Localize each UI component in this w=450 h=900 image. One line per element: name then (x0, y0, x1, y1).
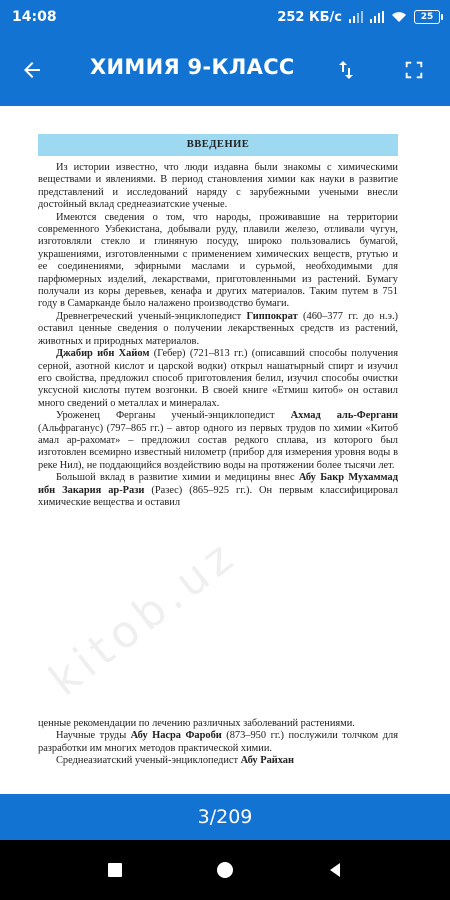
page-indicator: 3/209 (197, 806, 253, 828)
document-page[interactable] (0, 106, 450, 794)
signal-icon (349, 11, 363, 23)
page-title: ХИМИЯ 9-КЛАСС (90, 55, 295, 79)
paragraph: Имеются сведения о том, что народы, проживавшие на территории современного Узбекистана, добывали руду, плавили железо, отливали чугун, изготовляли стекло и глиняную посуду, широко пользовались бумагой, украшениями, изготовленными с применением химических веществ, ртутью и ее соединениями, эфирными маслами и сурьмой, необходимыми для парфюмерных изделий, лекарствами, приготовленными из растений. Бумагу получали из коры деревьев, кенафа и других материалов. Таким путем в 751 году в Самарканде было налажено производство бумаги. (38, 211, 398, 310)
status-indicators (277, 10, 440, 25)
nav-back-icon[interactable] (323, 858, 347, 882)
paragraph: Джабир ибн Хайом (Гебер) (721–813 гг.) (описавший способы получения серной, азотной кислот и царской водки) открыл нашатырный спирт и изучил его свойства, предложил способ приготовления белил, изучил способы очистки уксусной кислоты путем возгонки. В своей книге «Етмиш китоб» он оставил много сведений о металлах и минералах. (38, 348, 399, 409)
fullscreen-icon[interactable] (400, 56, 428, 84)
paragraph: Уроженец Ферганы ученый-энциклопедист Ахмад аль-Фергани (Альфраганус) (797–865 гг.) – автор одного из первых трудов по химии «Китоб амал ар-рахомат» – предложил состав редкого сплава, из которого был изготовлен всемирно известный нилометр (прибор для измерения уровня воды в реке Нил), не поддающийся воздействию воды на протяжении более тысячи лет. (38, 410, 399, 471)
signal-icon-2 (370, 11, 384, 23)
page-text-top (38, 134, 398, 509)
section-heading: ВВЕДЕНИЕ (38, 134, 398, 156)
paragraph: Большой вклад в развитие химии и медицины внес Абу Бакр Мухаммад ибн Закария ар-Рази (Разес) (865–925 гг.). Он первым классифицировал химические вещества и оставил (38, 472, 399, 508)
watermark: kitob.uz (40, 528, 247, 707)
page-indicator-bar (0, 794, 450, 840)
arrow-back-icon[interactable] (18, 56, 46, 84)
paragraph: Научные труды Абу Насра Фароби (873–950 гг.) послужили толчком для разработки им многих методов практической химии. (38, 730, 398, 754)
app-bar (0, 34, 450, 106)
paragraph: Из истории известно, что люди издавна были знакомы с химическими веществами и явлениями. В период становления химии как науки в развитие представлений и исследований наряду с зарубежными учеными внесли достойный вклад среднеазиатские ученые. (38, 162, 398, 211)
status-bar (0, 0, 450, 34)
nav-recents-icon[interactable] (103, 858, 127, 882)
paragraph: ценные рекомендации по лечению различных заболеваний растениями. (38, 718, 355, 729)
page-text-bottom (38, 718, 398, 768)
nav-home-icon[interactable] (213, 858, 237, 882)
paragraph: Древнегреческий ученый-энциклопедист Гиппократ (460–377 гг. до н.э.) оставил ценные сведения о получении лекарственных средств из растений, животных и природных материалов. (38, 310, 399, 347)
swap-vertical-icon[interactable] (332, 56, 360, 84)
paragraph: Среднеазиатский ученый-энциклопедист Абу Райхан (56, 755, 294, 767)
battery-level: 25 (420, 12, 434, 22)
battery-icon (414, 10, 440, 24)
system-nav-bar (0, 840, 450, 900)
network-speed: 252 КБ/с (277, 9, 342, 25)
status-time: 14:08 (12, 9, 57, 25)
wifi-icon (391, 11, 407, 23)
